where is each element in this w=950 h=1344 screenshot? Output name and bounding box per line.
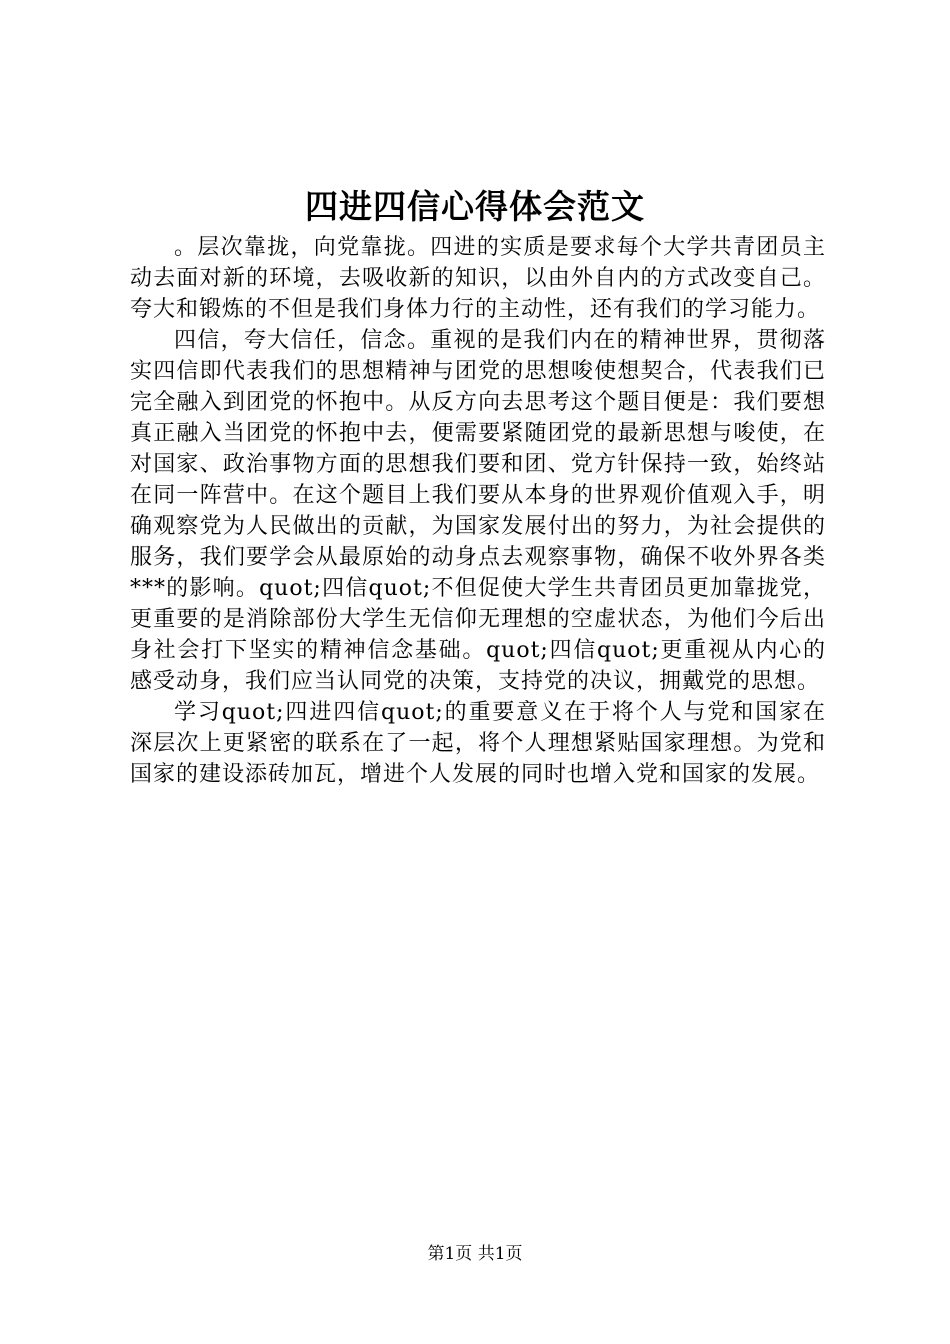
paragraph-3: 学习quot;四进四信quot;的重要意义在于将个人与党和国家在深层次上更紧密的联系在了一起，将个人理想紧贴国家理想。为党和国家的建设添砖加瓦，增进个人发展的同时也增入党和国家的发展。 [130, 700, 826, 787]
document-body [130, 232, 826, 790]
document-title: 四进四信心得体会范文 [305, 187, 645, 226]
paragraph-2: 四信，夸大信任，信念。重视的是我们内在的精神世界，贯彻落实四信即代表我们的思想精神与团党的思想唆使想契合，代表我们已完全融入到团党的怀抱中。从反方向去思考这个题目便是：我们要想真正融入当团党的怀抱中去，便需要紧随团党的最新思想与唆使，在对国家、政治事物方面的思想我们要和团、党方针保持一致，始终站在同一阵营中。在这个题目上我们要从本身的世界观价值观入手，明确观察党为人民做出的贡献，为国家发展付出的努力，为社会提供的服务，我们要学会从最原始的动身点去观察事物，确保不收外界各类***的影响。quot;四信quot;不但促使大学生共青团员更加靠拢党，更重要的是消除部份大学生无信仰无理想的空虚状态，为他们今后出身社会打下坚实的精神信念基础。quot;四信quot;更重视从内心的感受动身，我们应当认同党的决策，支持党的决议，拥戴党的思想。 [130, 328, 826, 694]
paragraph-1: 。层次靠拢，向党靠拢。四进的实质是要求每个大学共青团员主动去面对新的环境，去吸收新的知识，以由外自内的方式改变自己。夸大和锻炼的不但是我们身体力行的主动性，还有我们的学习能力。 [130, 235, 826, 322]
page-footer: 第1页 共1页 [427, 1244, 523, 1264]
